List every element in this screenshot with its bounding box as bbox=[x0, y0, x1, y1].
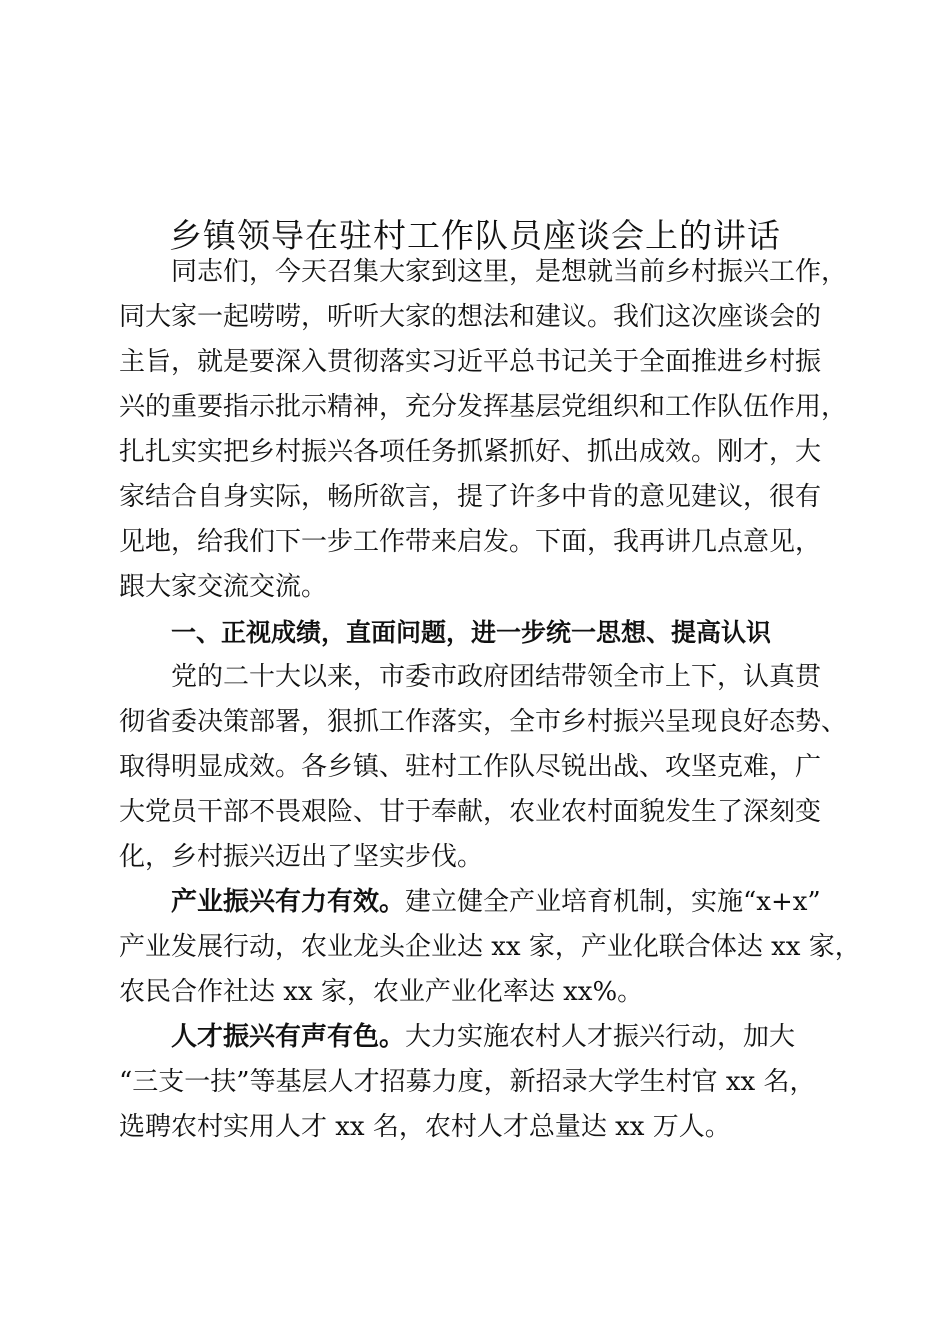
text-line: 产业发展行动，农业龙头企业达 xx 家，产业化联合体达 xx 家， bbox=[119, 932, 861, 962]
document-title: 乡镇领导在驻村工作队员座谈会上的讲话 bbox=[169, 216, 781, 255]
text-run: 大力实施农村人才振兴行动，加大 bbox=[405, 1022, 796, 1052]
text-line: 彻省委决策部署，狠抓工作落实，全市乡村振兴呈现良好态势、 bbox=[119, 707, 848, 737]
text-line bbox=[119, 1015, 831, 1060]
text-line: 取得明显成效。各乡镇、驻村工作队尽锐出战、攻坚克难，广 bbox=[119, 752, 822, 782]
text-line: 主旨，就是要深入贯彻落实习近平总书记关于全面推进乡村振 bbox=[119, 347, 822, 377]
text-line: 同志们，今天召集大家到这里，是想就当前乡村振兴工作， bbox=[171, 257, 848, 287]
text-line: 选聘农村实用人才 xx 名，农村人才总量达 xx 万人。 bbox=[119, 1112, 731, 1142]
text-line: 见地，给我们下一步工作带来启发。下面，我再讲几点意见， bbox=[119, 527, 822, 557]
talent-paragraph bbox=[119, 1015, 831, 1150]
intro-paragraph bbox=[119, 250, 848, 610]
text-line: 兴的重要指示批示精神，充分发挥基层党组织和工作队伍作用， bbox=[119, 392, 848, 422]
text-line: 家结合自身实际，畅所欲言，提了许多中肯的意见建议，很有 bbox=[119, 482, 822, 512]
industry-paragraph bbox=[119, 880, 861, 1015]
text-line: 党的二十大以来，市委市政府团结带领全市上下，认真贯 bbox=[171, 662, 822, 692]
text-run: 建立健全产业培育机制，实施“x+x” bbox=[405, 887, 821, 917]
text-line: 大党员干部不畏艰险、甘于奉献，农业农村面貌发生了深刻变 bbox=[119, 797, 822, 827]
section1-paragraph bbox=[119, 655, 848, 880]
section-heading: 一、正视成绩，直面问题，进一步统一思想、提高认识 bbox=[171, 618, 772, 647]
document-body bbox=[119, 250, 861, 1150]
bold-lead: 产业振兴有力有效。 bbox=[171, 887, 406, 917]
text-line: 跟大家交流交流。 bbox=[119, 572, 328, 602]
text-line: 扎扎实实把乡村振兴各项任务抓紧抓好、抓出成效。刚才，大 bbox=[119, 437, 822, 467]
text-line: 农民合作社达 xx 家，农业产业化率达 xx%。 bbox=[119, 977, 644, 1007]
text-line: “三支一扶”等基层人才招募力度，新招录大学生村官 xx 名， bbox=[119, 1067, 816, 1097]
text-line bbox=[119, 880, 831, 925]
text-line: 化，乡村振兴迈出了坚实步伐。 bbox=[119, 842, 484, 872]
bold-lead: 人才振兴有声有色。 bbox=[171, 1022, 406, 1052]
text-line: 同大家一起唠唠，听听大家的想法和建议。我们这次座谈会的 bbox=[119, 302, 822, 332]
